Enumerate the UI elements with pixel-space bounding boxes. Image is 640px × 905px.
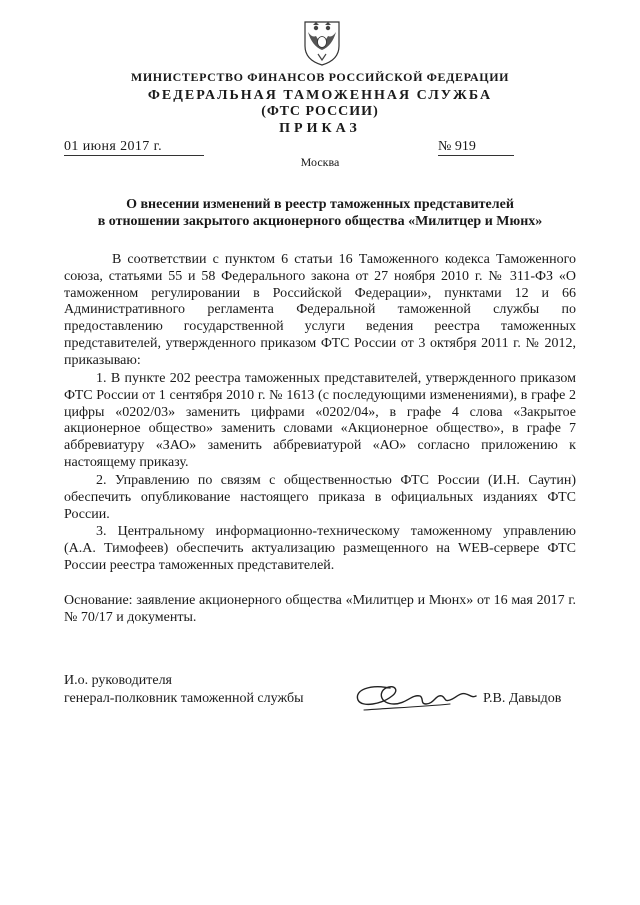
order-date: 01 июня 2017 г. — [64, 139, 204, 156]
coat-of-arms-emblem — [302, 16, 342, 66]
signatory-position-line-1: И.о. руководителя — [64, 673, 173, 688]
signatory-name: Р.В. Давыдов — [483, 691, 562, 706]
handwritten-signature — [350, 674, 480, 718]
paragraph-item-2: 2. Управлению по связям с общественностью ФТС России (И.Н. Саутин) обеспечить опубликование настоящего приказа в официальных изданиях ФТС России. — [64, 473, 576, 522]
paragraph-item-1: 1. В пункте 202 реестра таможенных представителей, утвержденного приказом ФТС России от 1 сентября 2010 г. № 1613 (с последующими изменениями), в графе 2 цифры «0202/03» заменить цифрами «0202/04», в графе 4 слова «Закрытое акционерное общество» заменить словами «Акционерное общество», в графе 7 аббревиатуру «ЗАО» заменить аббревиатурой «АО» согласно приложению к настоящему приказу. — [64, 371, 576, 470]
paragraph-preamble: В соответствии с пунктом 6 статьи 16 Таможенного кодекса Таможенного союза, статьями 55 и 58 Федерального закона от 27 ноября 2010 г. № 311-ФЗ «О таможенном регулировании в Российской Федерации», пунктами 12 и 66 Административного регламента Федеральной таможенной службы по предоставлению государственной услуги ведения реестра таможенных представителей, утвержденного приказом ФТС России от 3 октября 2011 г. № 2012, приказываю: — [64, 252, 576, 368]
order-number: № 919 — [438, 139, 514, 156]
order-title-line-2: в отношении закрытого акционерного общества «Милитцер и Мюнх» — [97, 214, 543, 229]
order-title — [40, 196, 600, 230]
paragraph-basis: Основание: заявление акционерного общества «Милитцер и Мюнх» от 16 мая 2017 г. № 70/17 и документы. — [64, 593, 576, 625]
service-abbr: (ФТС РОССИИ) — [261, 104, 379, 119]
document-type: ПРИКАЗ — [279, 121, 361, 136]
order-title-line-1: О внесении изменений в реестр таможенных представителей — [126, 197, 514, 212]
service-name: ФЕДЕРАЛЬНАЯ ТАМОЖЕННАЯ СЛУЖБА — [147, 88, 493, 103]
paragraph-item-3: 3. Центральному информационно-техническому таможенному управлению (А.А. Тимофеев) обеспечить актуализацию размещенного на WEB-сервере ФТС России реестра таможенных представителей. — [64, 524, 576, 573]
ministry-name: МИНИСТЕРСТВО ФИНАНСОВ РОССИЙСКОЙ ФЕДЕРАЦИИ — [130, 70, 510, 84]
signatory-position — [64, 672, 303, 708]
city: Москва — [300, 155, 340, 169]
signatory-position-line-2: генерал-полковник таможенной службы — [64, 691, 304, 706]
